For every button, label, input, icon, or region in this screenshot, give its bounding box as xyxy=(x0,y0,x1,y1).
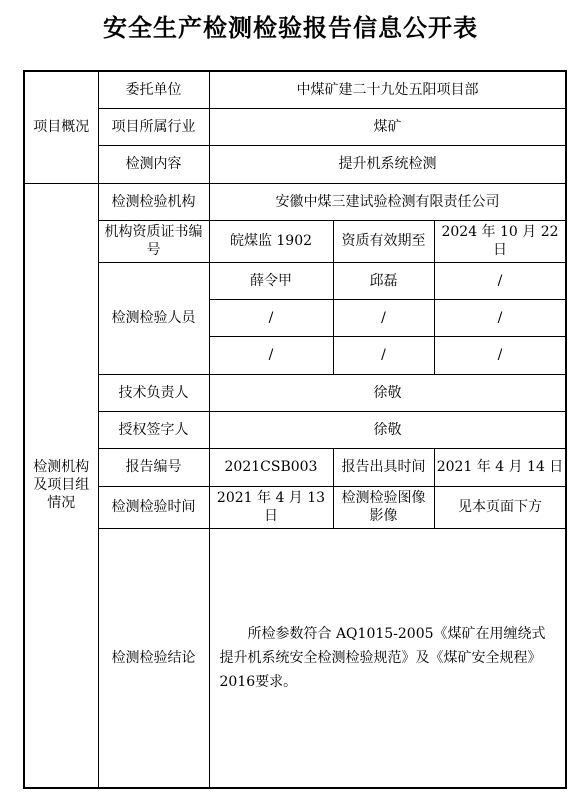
staff-cell: / xyxy=(333,299,434,336)
table-row xyxy=(24,262,566,299)
report-table xyxy=(23,70,567,789)
table-row xyxy=(24,486,566,528)
conclusion-cell xyxy=(209,528,566,788)
industry-label: 项目所属行业 xyxy=(98,108,209,145)
issue-time-value: 2021 年 4 月 14 日 xyxy=(434,448,566,486)
table-row xyxy=(24,374,566,411)
staff-cell: / xyxy=(434,262,566,299)
content-label: 检测内容 xyxy=(98,145,209,183)
image-label: 检测检验图像影像 xyxy=(333,486,434,528)
issue-time-label: 报告出具时间 xyxy=(333,448,434,486)
staff-cell: / xyxy=(434,299,566,336)
client-label: 委托单位 xyxy=(98,71,209,108)
signer-label: 授权签字人 xyxy=(98,411,209,448)
report-no-value: 2021CSB003 xyxy=(209,448,333,486)
tech-lead-value: 徐敬 xyxy=(209,374,566,411)
validity-value: 2024 年 10 月 22 日 xyxy=(434,220,566,262)
staff-cell: / xyxy=(209,299,333,336)
table-row xyxy=(24,448,566,486)
table-row xyxy=(24,411,566,448)
table-row xyxy=(24,528,566,788)
tech-lead-label: 技术负责人 xyxy=(98,374,209,411)
staff-cell: 邱磊 xyxy=(333,262,434,299)
content-value: 提升机系统检测 xyxy=(209,145,566,183)
cert-label: 机构资质证书编号 xyxy=(98,220,209,262)
staff-cell: / xyxy=(209,336,333,374)
image-value: 见本页面下方 xyxy=(434,486,566,528)
table-row xyxy=(24,108,566,145)
staff-cell: / xyxy=(333,336,434,374)
org-label: 检测检验机构 xyxy=(98,183,209,220)
conclusion-text: 所检参数符合 AQ1015-2005《煤矿在用缠绕式提升机系统安全检测检验规范》及《煤矿安全规程》2016要求。 xyxy=(219,625,546,690)
table-row xyxy=(24,145,566,183)
staff-label: 检测检验人员 xyxy=(98,262,209,374)
table-row xyxy=(24,71,566,108)
validity-label: 资质有效期至 xyxy=(333,220,434,262)
org-value: 安徽中煤三建试验检测有限责任公司 xyxy=(209,183,566,220)
section-org-team: 检测机构及项目组情况 xyxy=(24,183,98,788)
client-value: 中煤矿建二十九处五阳项目部 xyxy=(209,71,566,108)
section-conclusion: 检测检验结论 xyxy=(98,528,209,788)
table-row xyxy=(24,183,566,220)
report-no-label: 报告编号 xyxy=(98,448,209,486)
cert-value: 皖煤监 1902 xyxy=(209,220,333,262)
page-title: 安全生产检测检验报告信息公开表 xyxy=(103,13,478,42)
test-time-label: 检测检验时间 xyxy=(98,486,209,528)
staff-cell: 薛令甲 xyxy=(209,262,333,299)
signer-value: 徐敬 xyxy=(209,411,566,448)
table-row xyxy=(24,220,566,262)
staff-cell: / xyxy=(434,336,566,374)
test-time-value: 2021 年 4 月 13 日 xyxy=(209,486,333,528)
industry-value: 煤矿 xyxy=(209,108,566,145)
section-project-overview: 项目概况 xyxy=(24,71,98,183)
